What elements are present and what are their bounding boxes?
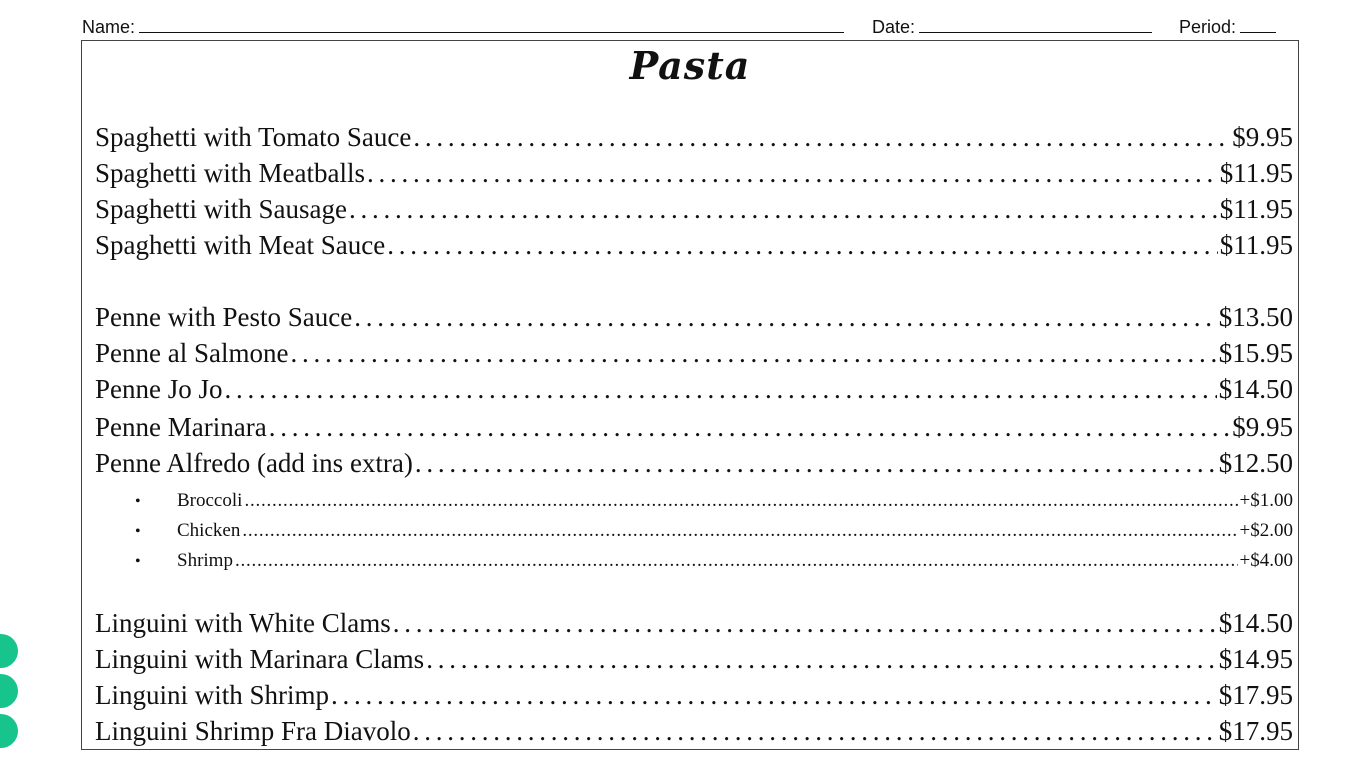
menu-item (95, 227, 1293, 263)
item-price: $11.95 (1219, 194, 1293, 224)
dot-leader (235, 547, 1238, 575)
menu-item (95, 335, 1293, 371)
item-name: Linguini with Shrimp (95, 680, 330, 710)
dot-leader (387, 227, 1218, 263)
dot-leader (426, 641, 1217, 677)
menu-item (95, 409, 1293, 445)
period-field (1179, 16, 1276, 38)
dot-leader (244, 487, 1237, 515)
addon-item (135, 517, 1293, 546)
item-name: Spaghetti with Meat Sauce (95, 230, 386, 260)
addon-name: Shrimp (177, 550, 233, 571)
dot-leader (349, 191, 1218, 227)
menu-item (95, 299, 1293, 335)
item-price: $9.95 (1232, 122, 1293, 152)
dot-leader (290, 335, 1216, 371)
dot-leader (269, 409, 1231, 445)
menu-item (95, 155, 1293, 191)
item-name: Penne Marinara (95, 412, 267, 442)
menu-item (95, 445, 1293, 481)
name-field (82, 16, 844, 38)
addon-name: Chicken (177, 520, 241, 541)
dot-leader (413, 713, 1217, 749)
bullet-icon: • (135, 523, 141, 540)
dot-leader (331, 677, 1217, 713)
addon-price: +$1.00 (1239, 490, 1293, 511)
addon-price: +$2.00 (1239, 520, 1293, 541)
green-circle-icon (0, 714, 18, 748)
item-price: $11.95 (1219, 230, 1293, 260)
menu-item (95, 119, 1293, 155)
dot-leader (393, 605, 1217, 641)
menu-item (95, 191, 1293, 227)
bullet-icon: • (135, 493, 141, 510)
item-name: Penne with Pesto Sauce (95, 302, 353, 332)
bullet-icon: • (135, 553, 141, 570)
dot-leader (415, 445, 1217, 481)
dot-leader (367, 155, 1218, 191)
addon-price: +$4.00 (1239, 550, 1293, 571)
menu-item (95, 713, 1293, 749)
addon-name: Broccoli (177, 490, 243, 511)
item-price: $14.50 (1218, 374, 1293, 404)
item-price: $15.95 (1218, 338, 1293, 368)
name-blank-line (139, 16, 844, 33)
item-name: Penne al Salmone (95, 338, 289, 368)
dot-leader (413, 119, 1230, 155)
green-circle-icon (0, 674, 18, 708)
dot-leader (354, 299, 1217, 335)
addon-item (135, 547, 1293, 576)
date-field (872, 16, 1152, 38)
item-name: Spaghetti with Tomato Sauce (95, 122, 412, 152)
item-price: $13.50 (1218, 302, 1293, 332)
item-name: Penne Jo Jo (95, 374, 223, 404)
dot-leader (242, 517, 1237, 545)
name-label: Name: (82, 17, 136, 37)
menu-item (95, 677, 1293, 713)
green-circle-icon (0, 634, 18, 668)
item-price: $14.95 (1218, 644, 1293, 674)
item-name: Spaghetti with Meatballs (95, 158, 365, 188)
menu-item (95, 605, 1293, 641)
date-label: Date: (872, 17, 916, 37)
item-price: $14.50 (1218, 608, 1293, 638)
menu-item (95, 641, 1293, 677)
item-name: Linguini with White Clams (95, 608, 391, 638)
item-price: $11.95 (1219, 158, 1293, 188)
menu-item (95, 371, 1293, 407)
period-blank-line (1240, 16, 1276, 33)
item-name: Penne Alfredo (add ins extra) (95, 448, 413, 478)
menu-title: Pasta (629, 43, 751, 88)
date-blank-line (919, 16, 1152, 33)
item-price: $12.50 (1218, 448, 1293, 478)
period-label: Period: (1179, 17, 1237, 37)
dot-leader (225, 371, 1217, 407)
item-price: $17.95 (1218, 680, 1293, 710)
pasta-menu (81, 40, 1299, 750)
worksheet-header (82, 12, 1296, 40)
item-name: Spaghetti with Sausage (95, 194, 347, 224)
item-price: $17.95 (1218, 716, 1293, 746)
item-name: Linguini Shrimp Fra Diavolo (95, 716, 411, 746)
item-price: $9.95 (1232, 412, 1293, 442)
addon-item (135, 487, 1293, 516)
item-name: Linguini with Marinara Clams (95, 644, 425, 674)
